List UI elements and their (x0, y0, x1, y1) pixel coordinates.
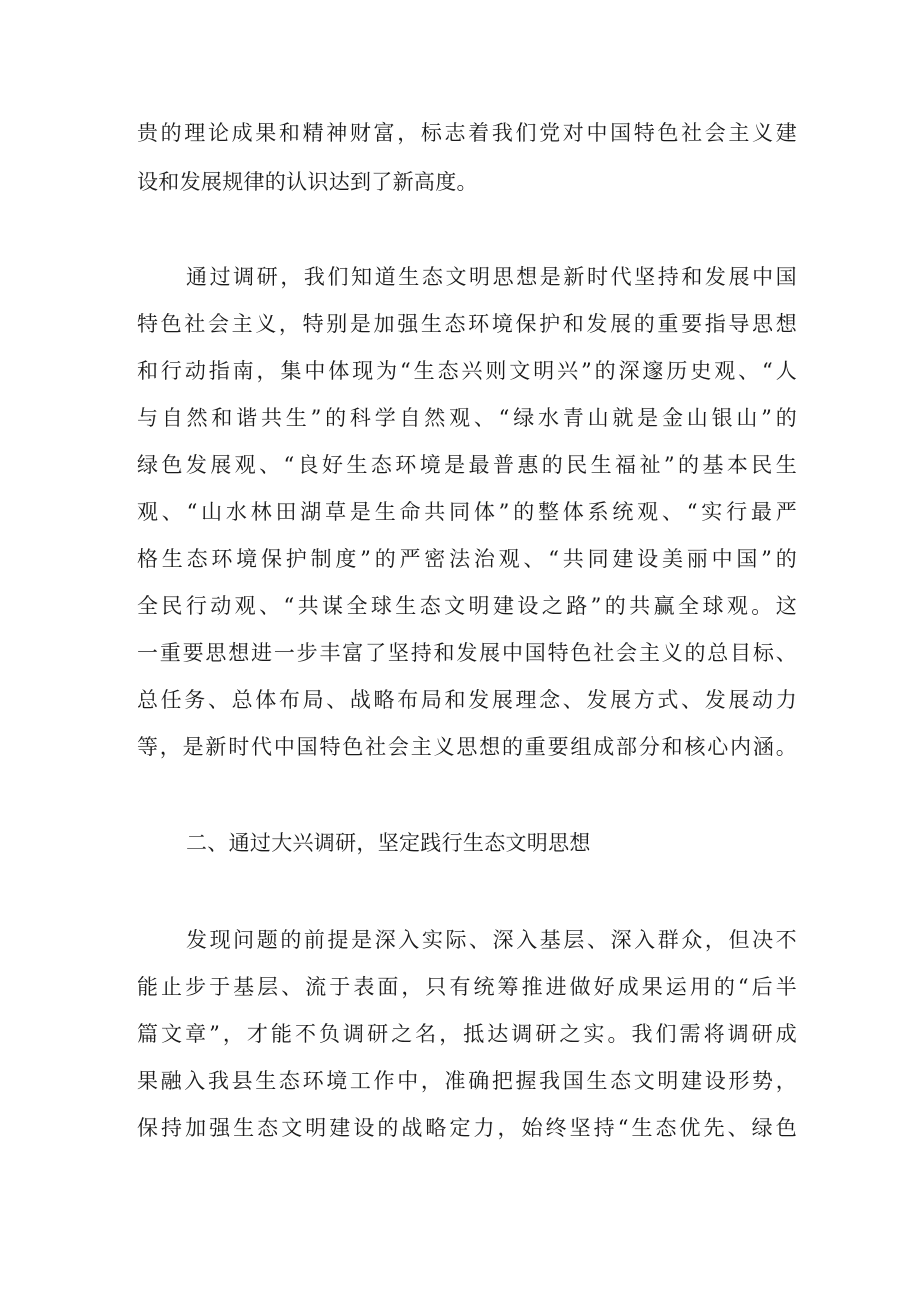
paragraph-2-line-7: 格生态环境保护制度”的严密法治观、“共同建设美丽中国”的 (137, 547, 797, 571)
paragraph-1-line-2: 设和发展规律的认识达到了新高度。 (137, 170, 478, 194)
paragraph-2-line-9: 一重要思想进一步丰富了坚持和发展中国特色社会主义的总目标、 (137, 641, 797, 665)
paragraph-3-line-1: 发现问题的前提是深入实际、深入基层、深入群众，但决不 (186, 928, 797, 952)
section-heading: 二、通过大兴调研，坚定践行生态文明思想 (186, 831, 591, 855)
paragraph-3-line-4: 果融入我县生态环境工作中，准确把握我国生态文明建设形势， (137, 1069, 797, 1093)
paragraph-2-line-3: 和行动指南，集中体现为“生态兴则文明兴”的深邃历史观、“人 (137, 359, 797, 383)
paragraph-1-line-1: 贵的理论成果和精神财富，标志着我们党对中国特色社会主义建 (137, 121, 797, 145)
paragraph-2-line-2: 特色社会主义，特别是加强生态环境保护和发展的重要指导思想 (137, 312, 797, 336)
paragraph-2-line-10: 总任务、总体布局、战略布局和发展理念、发展方式、发展动力 (137, 688, 797, 712)
paragraph-2-line-1: 通过调研，我们知道生态文明思想是新时代坚持和发展中国 (186, 265, 797, 289)
paragraph-2-line-4: 与自然和谐共生”的科学自然观、“绿水青山就是金山银山”的 (137, 406, 797, 430)
paragraph-2-line-11: 等，是新时代中国特色社会主义思想的重要组成部分和核心内涵。 (137, 735, 797, 759)
paragraph-2-line-5: 绿色发展观、“良好生态环境是最普惠的民生福祉”的基本民生 (137, 453, 797, 477)
paragraph-2-line-8: 全民行动观、“共谋全球生态文明建设之路”的共赢全球观。这 (137, 594, 797, 618)
paragraph-3-line-2: 能止步于基层、流于表面，只有统筹推进做好成果运用的“后半 (137, 975, 797, 999)
paragraph-3-line-3: 篇文章”，才能不负调研之名，抵达调研之实。我们需将调研成 (137, 1022, 797, 1046)
paragraph-2-line-6: 观、“山水林田湖草是生命共同体”的整体系统观、“实行最严 (137, 500, 797, 524)
paragraph-3-line-5: 保持加强生态文明建设的战略定力，始终坚持“生态优先、绿色 (137, 1116, 797, 1140)
